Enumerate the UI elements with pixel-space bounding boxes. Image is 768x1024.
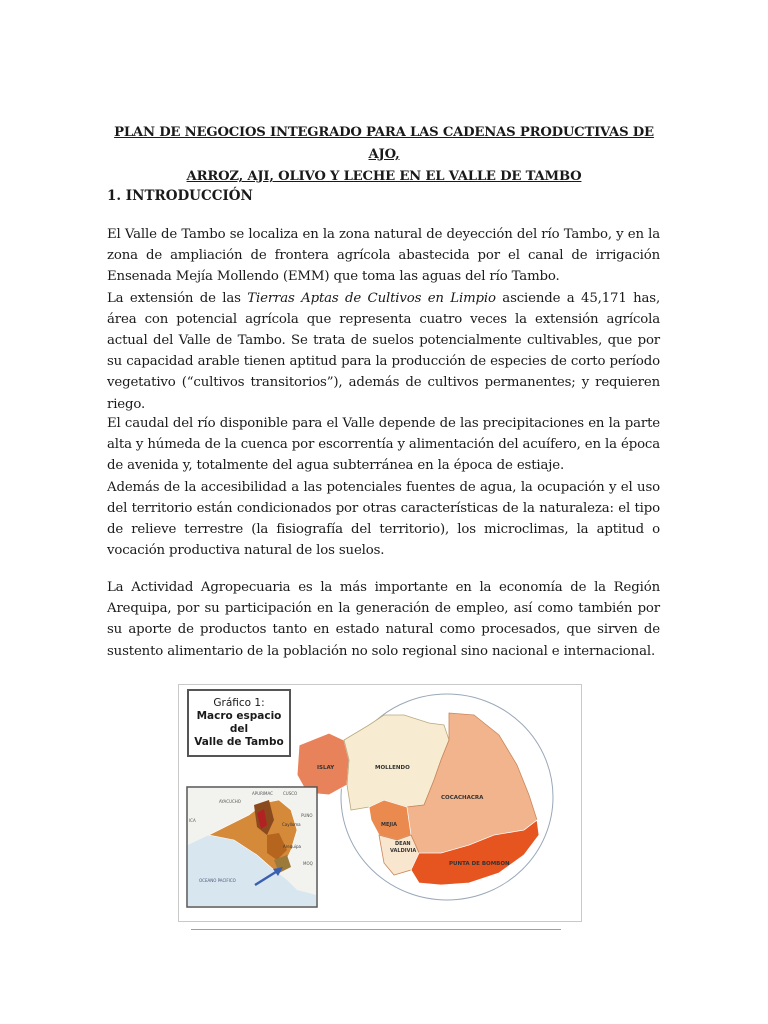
- paragraph-2-part-2: Además de la accesibilidad a las potenciales fuentes de agua, la ocupación y el uso del territorio están condicionados por otras características de la naturaleza: el tipo de relieve terrestre (la fisiografía del territorio), los microclimas, la aptitud o vocación productiva natural de los suelos.: [107, 479, 660, 559]
- figure-caption-box: [187, 689, 291, 757]
- label-mejia: MEJIA: [381, 822, 397, 828]
- title-line-1: PLAN DE NEGOCIOS INTEGRADO PARA LAS CADENAS PRODUCTIVAS DE AJO,: [114, 125, 654, 162]
- label-cocachacra: COCACHACRA: [441, 795, 484, 801]
- inset-label-caylloma: Caylloma: [282, 822, 301, 827]
- inset-label-apurimac: APURIMAC: [252, 791, 273, 796]
- paragraph-2-part-1: El caudal del río disponible para el Valle depende de las precipitaciones en la parte alta y húmeda de la cuenca por escorrentía y alimentación del acuífero, en la época de avenida y, totalmente del agua subterránea en la época de estiaje.: [107, 416, 660, 474]
- inset-label-oceano: OCEANO PACIFICO: [199, 878, 236, 883]
- label-mollendo: MOLLENDO: [375, 765, 410, 771]
- region-mejia: [369, 800, 411, 840]
- document-title: [100, 122, 668, 188]
- inset-label-arequipa: Arequipa: [283, 844, 301, 849]
- map-figure: [178, 684, 582, 922]
- region-islay: [297, 733, 349, 795]
- caption-subtitle-1: Macro espacio del: [196, 710, 282, 735]
- paragraph-1-sentence-2: [107, 288, 660, 415]
- label-islay: ISLAY: [317, 765, 335, 771]
- inset-label-puno: PUNO: [301, 813, 313, 818]
- inset-label-cusco: CUSCO: [283, 791, 298, 796]
- inset-label-moq: MOQ: [303, 861, 313, 866]
- section-heading: 1. INTRODUCCIÓN: [107, 188, 253, 204]
- inset-label-ayacucho: AYACUCHO: [219, 799, 241, 804]
- caption-title: Gráfico 1:: [213, 697, 265, 709]
- inset-label-ica: ICA: [189, 818, 196, 823]
- label-dean: DEAN: [395, 841, 411, 847]
- text-run: La extensión de las: [107, 290, 248, 306]
- paragraph-2: [107, 413, 660, 561]
- label-punta-de-bombon: PUNTA DE BOMBON: [449, 861, 510, 867]
- text-run: asciende a 45,171 has, área con potencial agrícola que representa cuatro veces la extensión agrícola actual del Valle de Tambo. Se trata de suelos potencialmente cultivables, que por su capacidad arable tienen aptitud para la producción de especies de corto período vegetativo (“cultivos transitorios”), además de cultivos permanentes; y requieren riego.: [107, 290, 661, 412]
- paragraph-1: [107, 224, 660, 415]
- italic-term: Tierras Aptas de Cultivos en Limpio: [247, 290, 496, 306]
- divider-line: [191, 929, 561, 930]
- caption-subtitle-2: Valle de Tambo: [194, 736, 284, 748]
- label-valdivia: VALDIVIA: [390, 848, 417, 854]
- paragraph-1-sentence-1: El Valle de Tambo se localiza en la zona natural de deyección del río Tambo, y en la zona de ampliación de frontera agrícola abastecida por el canal de irrigación Ensenada Mejía Mollendo (EMM) que toma las aguas del río Tambo.: [107, 227, 660, 285]
- paragraph-3: La Actividad Agropecuaria es la más importante en la economía de la Región Arequipa, por su participación en la generación de empleo, así como también por su aporte de productos tanto en estado natural como procesados, que sirven de sustento alimentario de la población no solo regional sino nacional e internacional.: [107, 580, 660, 659]
- title-line-2: ARROZ, AJI, OLIVO Y LECHE EN EL VALLE DE TAMBO: [186, 169, 582, 184]
